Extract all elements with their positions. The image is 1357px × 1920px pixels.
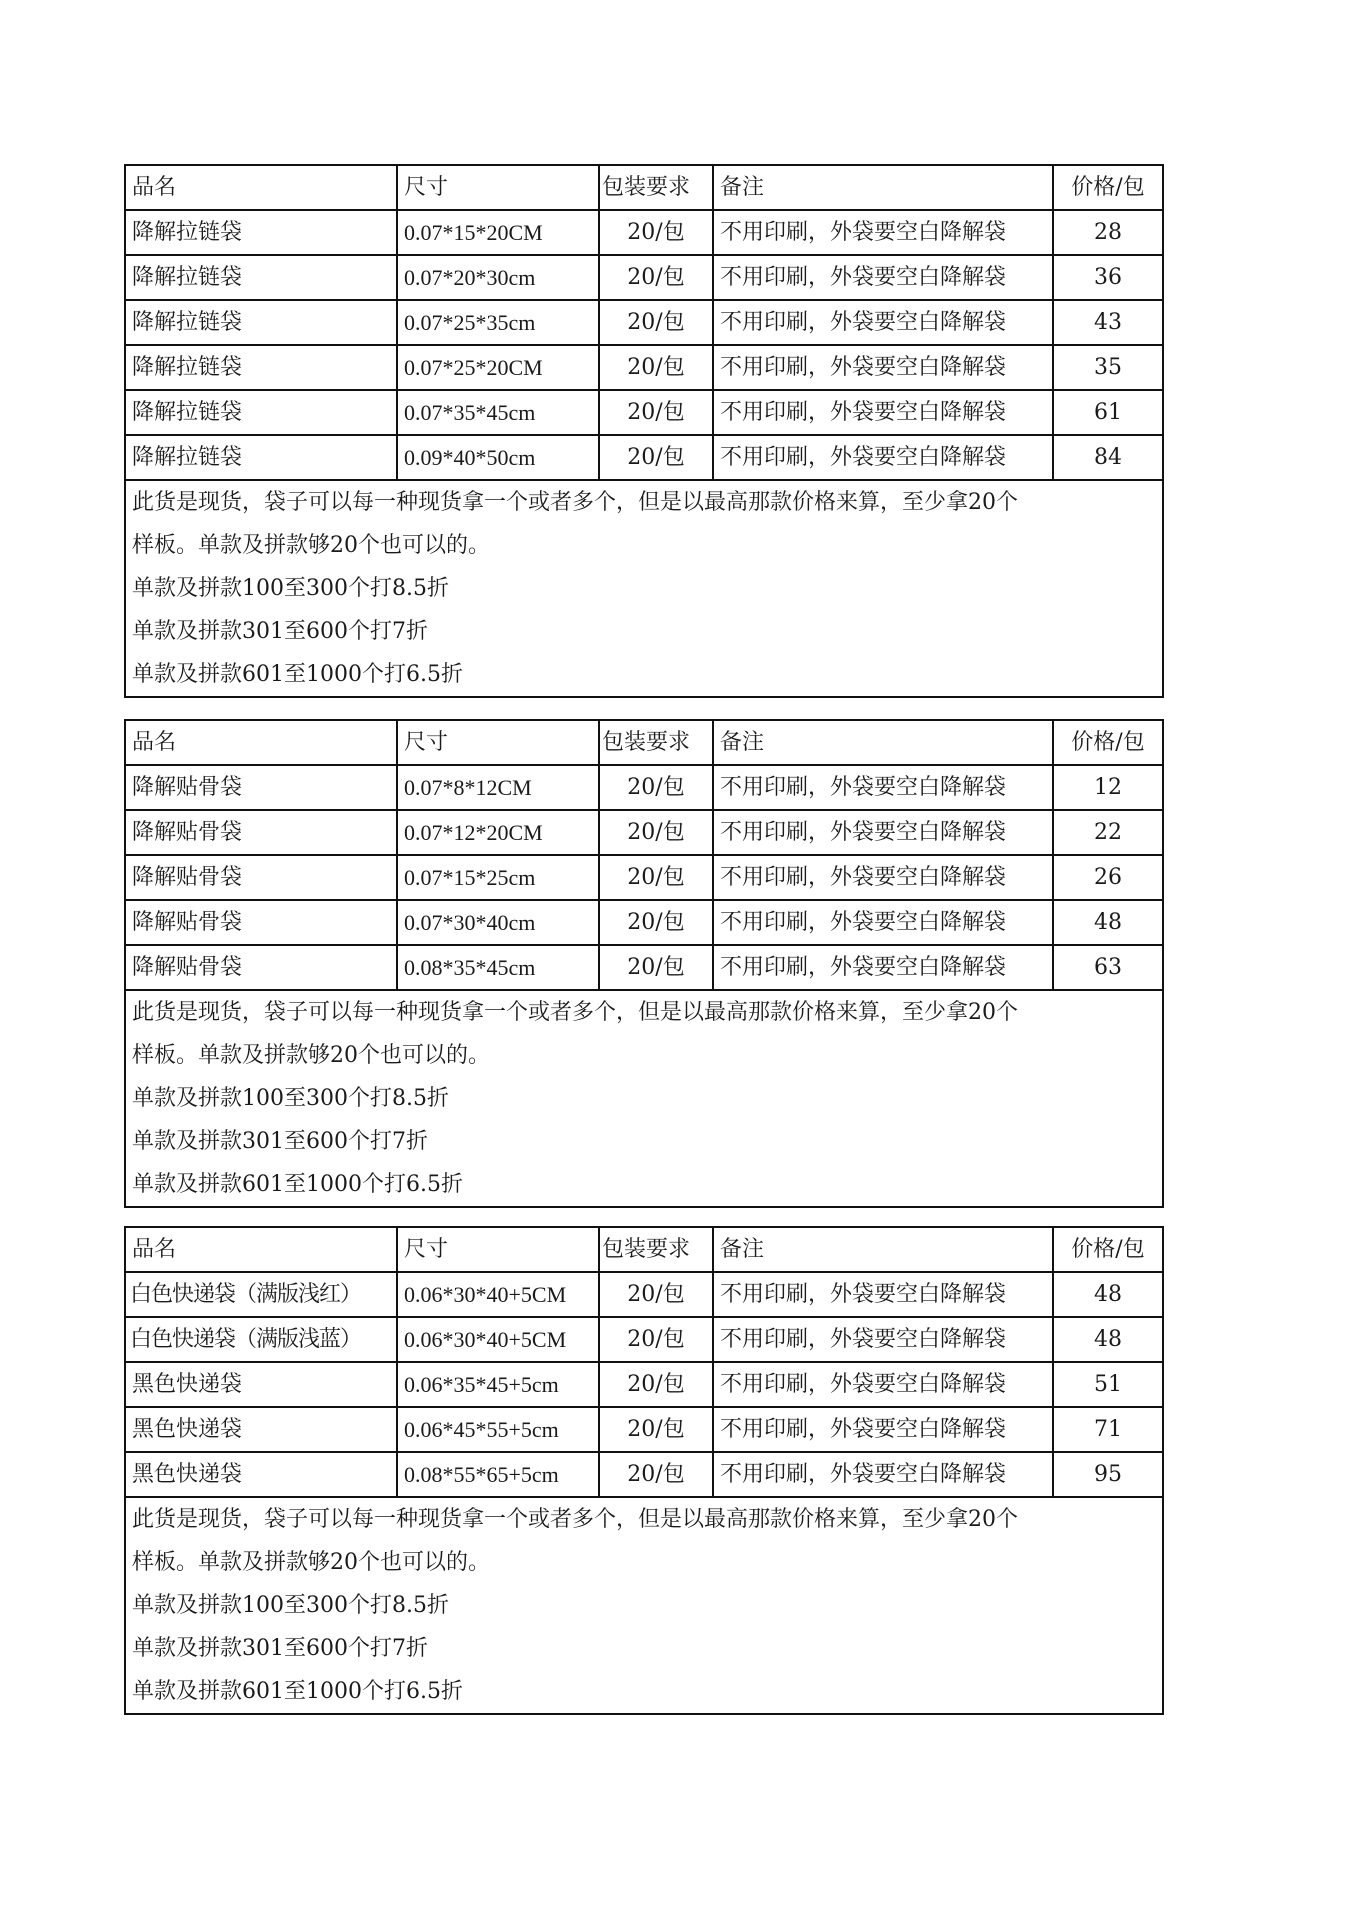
table-row	[125, 810, 1163, 855]
product-size: 0.06*45*55+5cm	[397, 1407, 599, 1452]
note-line: 单款及拼款100至300个打8.5折	[132, 1593, 449, 1618]
remark: 不用印刷，外袋要空白降解袋	[713, 390, 1053, 435]
packing: 20/包	[599, 435, 713, 480]
product-name: 降解贴骨袋	[125, 765, 397, 810]
note-line: 此货是现货，袋子可以每一种现货拿一个或者多个，但是以最高那款价格来算，至少拿20个	[132, 490, 1018, 515]
price: 48	[1053, 1317, 1163, 1362]
table-row	[125, 255, 1163, 300]
header-row	[125, 720, 1163, 765]
packing: 20/包	[599, 945, 713, 990]
header-price: 价格/包	[1053, 165, 1163, 210]
remark: 不用印刷，外袋要空白降解袋	[713, 1452, 1053, 1497]
remark: 不用印刷，外袋要空白降解袋	[713, 765, 1053, 810]
packing: 20/包	[599, 1407, 713, 1452]
product-name: 黑色快递袋	[125, 1407, 397, 1452]
price-table-express-bags	[124, 1226, 1162, 1715]
remark: 不用印刷，外袋要空白降解袋	[713, 1272, 1053, 1317]
packing: 20/包	[599, 1452, 713, 1497]
header-remark: 备注	[713, 165, 1053, 210]
price: 35	[1053, 345, 1163, 390]
price: 36	[1053, 255, 1163, 300]
packing: 20/包	[599, 1362, 713, 1407]
product-size: 0.06*30*40+5CM	[397, 1317, 599, 1362]
remark: 不用印刷，外袋要空白降解袋	[713, 210, 1053, 255]
product-name: 黑色快递袋	[125, 1452, 397, 1497]
table-row	[125, 1452, 1163, 1497]
table	[124, 719, 1164, 1208]
price: 84	[1053, 435, 1163, 480]
product-size: 0.06*35*45+5cm	[397, 1362, 599, 1407]
price: 51	[1053, 1362, 1163, 1407]
product-size: 0.06*30*40+5CM	[397, 1272, 599, 1317]
table-row	[125, 1272, 1163, 1317]
product-name: 降解贴骨袋	[125, 855, 397, 900]
table-row	[125, 1407, 1163, 1452]
table-row	[125, 1317, 1163, 1362]
remark: 不用印刷，外袋要空白降解袋	[713, 1407, 1053, 1452]
packing: 20/包	[599, 810, 713, 855]
product-name: 降解贴骨袋	[125, 945, 397, 990]
product-size: 0.07*12*20CM	[397, 810, 599, 855]
remark: 不用印刷，外袋要空白降解袋	[713, 1362, 1053, 1407]
product-size: 0.07*35*45cm	[397, 390, 599, 435]
note-line: 样板。单款及拼款够20个也可以的。	[132, 1550, 490, 1575]
table-row	[125, 300, 1163, 345]
header-remark: 备注	[713, 720, 1053, 765]
packing: 20/包	[599, 1317, 713, 1362]
product-name: 降解贴骨袋	[125, 810, 397, 855]
note-line: 单款及拼款601至1000个打6.5折	[132, 662, 463, 687]
table-row	[125, 855, 1163, 900]
product-size: 0.07*30*40cm	[397, 900, 599, 945]
packing: 20/包	[599, 900, 713, 945]
header-name: 品名	[125, 1227, 397, 1272]
product-name: 降解拉链袋	[125, 255, 397, 300]
table-row	[125, 1362, 1163, 1407]
price: 61	[1053, 390, 1163, 435]
remark: 不用印刷，外袋要空白降解袋	[713, 345, 1053, 390]
header-name: 品名	[125, 720, 397, 765]
product-size: 0.07*25*20CM	[397, 345, 599, 390]
product-size: 0.07*25*35cm	[397, 300, 599, 345]
product-size: 0.09*40*50cm	[397, 435, 599, 480]
header-size: 尺寸	[397, 165, 599, 210]
product-size: 0.08*35*45cm	[397, 945, 599, 990]
price: 43	[1053, 300, 1163, 345]
note-line: 单款及拼款301至600个打7折	[132, 619, 428, 644]
header-price: 价格/包	[1053, 1227, 1163, 1272]
note-line: 单款及拼款301至600个打7折	[132, 1129, 428, 1154]
note-line: 此货是现货，袋子可以每一种现货拿一个或者多个，但是以最高那款价格来算，至少拿20个	[132, 1000, 1018, 1025]
remark: 不用印刷，外袋要空白降解袋	[713, 810, 1053, 855]
table	[124, 164, 1164, 698]
product-name: 白色快递袋（满版浅蓝）	[125, 1317, 397, 1362]
note-line: 单款及拼款100至300个打8.5折	[132, 576, 449, 601]
price: 12	[1053, 765, 1163, 810]
note-line: 单款及拼款100至300个打8.5折	[132, 1086, 449, 1111]
remark: 不用印刷，外袋要空白降解袋	[713, 300, 1053, 345]
note-block	[125, 1497, 1163, 1714]
packing: 20/包	[599, 855, 713, 900]
table-row	[125, 945, 1163, 990]
price: 28	[1053, 210, 1163, 255]
product-name: 降解拉链袋	[125, 210, 397, 255]
note-line: 样板。单款及拼款够20个也可以的。	[132, 1043, 490, 1068]
header-remark: 备注	[713, 1227, 1053, 1272]
table-row	[125, 765, 1163, 810]
header-size: 尺寸	[397, 1227, 599, 1272]
packing: 20/包	[599, 300, 713, 345]
header-packing: 包装要求	[599, 165, 713, 210]
packing: 20/包	[599, 255, 713, 300]
note-row	[125, 480, 1163, 697]
table-row	[125, 900, 1163, 945]
note-block	[125, 990, 1163, 1207]
header-row	[125, 1227, 1163, 1272]
header-size: 尺寸	[397, 720, 599, 765]
header-packing: 包装要求	[599, 1227, 713, 1272]
table-row	[125, 210, 1163, 255]
packing: 20/包	[599, 765, 713, 810]
remark: 不用印刷，外袋要空白降解袋	[713, 900, 1053, 945]
price: 48	[1053, 1272, 1163, 1317]
note-line: 此货是现货，袋子可以每一种现货拿一个或者多个，但是以最高那款价格来算，至少拿20个	[132, 1507, 1018, 1532]
remark: 不用印刷，外袋要空白降解袋	[713, 435, 1053, 480]
price: 63	[1053, 945, 1163, 990]
table-row	[125, 435, 1163, 480]
header-row	[125, 165, 1163, 210]
product-name: 黑色快递袋	[125, 1362, 397, 1407]
product-name: 白色快递袋（满版浅红）	[125, 1272, 397, 1317]
product-name: 降解贴骨袋	[125, 900, 397, 945]
packing: 20/包	[599, 345, 713, 390]
table-row	[125, 390, 1163, 435]
remark: 不用印刷，外袋要空白降解袋	[713, 945, 1053, 990]
product-name: 降解拉链袋	[125, 345, 397, 390]
note-block	[125, 480, 1163, 697]
packing: 20/包	[599, 210, 713, 255]
header-price: 价格/包	[1053, 720, 1163, 765]
product-size: 0.07*20*30cm	[397, 255, 599, 300]
note-line: 单款及拼款601至1000个打6.5折	[132, 1172, 463, 1197]
price: 48	[1053, 900, 1163, 945]
remark: 不用印刷，外袋要空白降解袋	[713, 855, 1053, 900]
product-name: 降解拉链袋	[125, 390, 397, 435]
price-table-zipper-bags	[124, 164, 1162, 698]
packing: 20/包	[599, 390, 713, 435]
header-packing: 包装要求	[599, 720, 713, 765]
header-name: 品名	[125, 165, 397, 210]
price-table-flat-bags	[124, 719, 1162, 1208]
product-size: 0.07*8*12CM	[397, 765, 599, 810]
note-line: 单款及拼款601至1000个打6.5折	[132, 1679, 463, 1704]
remark: 不用印刷，外袋要空白降解袋	[713, 1317, 1053, 1362]
packing: 20/包	[599, 1272, 713, 1317]
price: 71	[1053, 1407, 1163, 1452]
price: 26	[1053, 855, 1163, 900]
table-row	[125, 345, 1163, 390]
price: 22	[1053, 810, 1163, 855]
table	[124, 1226, 1164, 1715]
note-row	[125, 1497, 1163, 1714]
product-name: 降解拉链袋	[125, 435, 397, 480]
price: 95	[1053, 1452, 1163, 1497]
note-line: 样板。单款及拼款够20个也可以的。	[132, 533, 490, 558]
product-size: 0.07*15*25cm	[397, 855, 599, 900]
note-row	[125, 990, 1163, 1207]
remark: 不用印刷，外袋要空白降解袋	[713, 255, 1053, 300]
product-size: 0.08*55*65+5cm	[397, 1452, 599, 1497]
product-name: 降解拉链袋	[125, 300, 397, 345]
note-line: 单款及拼款301至600个打7折	[132, 1636, 428, 1661]
product-size: 0.07*15*20CM	[397, 210, 599, 255]
